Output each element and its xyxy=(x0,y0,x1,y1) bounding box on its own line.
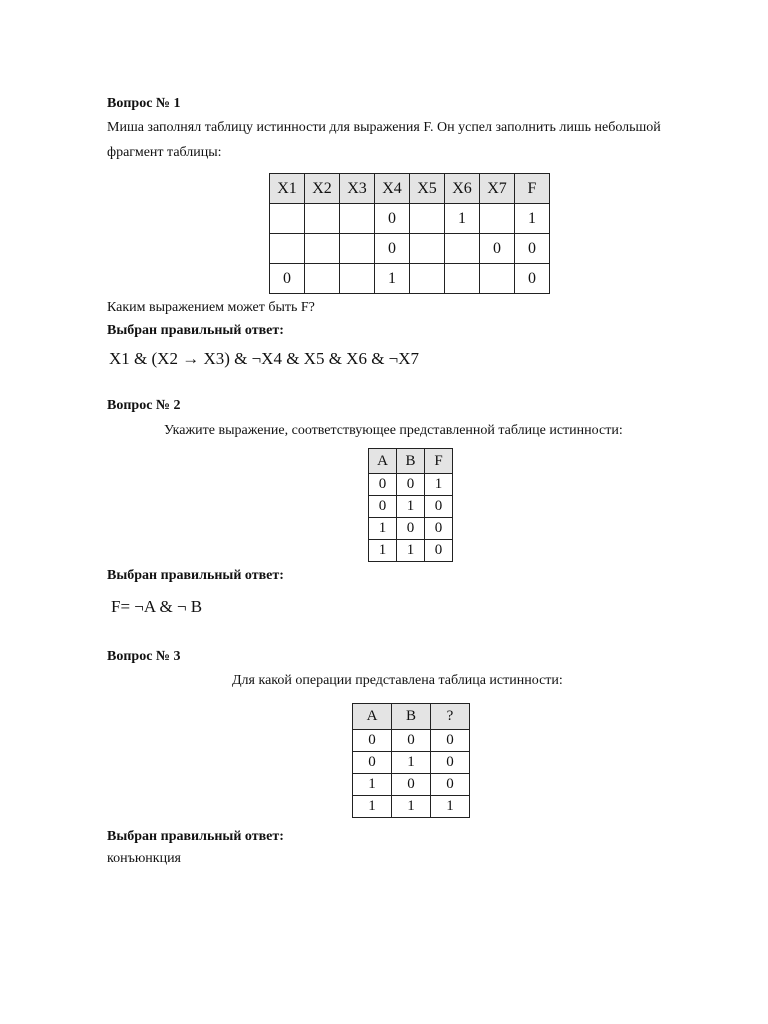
table-cell: 0 xyxy=(425,496,453,518)
table-header-cell: X7 xyxy=(480,174,515,204)
q1-text-line1: Миша заполнял таблицу истинности для выражения F. Он успел заполнить лишь небольшой xyxy=(107,120,661,135)
table-cell: 0 xyxy=(425,540,453,562)
table-cell xyxy=(305,234,340,264)
q3-text: Для какой операции представлена таблица истинности: xyxy=(232,673,563,688)
table-cell: 1 xyxy=(425,474,453,496)
table-cell xyxy=(410,204,445,234)
table-header-cell: X3 xyxy=(340,174,375,204)
table-cell: 0 xyxy=(515,234,550,264)
table-cell: 1 xyxy=(392,796,431,818)
q1-answer: X1 & (X2 → X3) & ¬X4 & X5 & X6 & ¬X7 xyxy=(109,349,420,368)
table-cell: 0 xyxy=(397,518,425,540)
table-cell: 1 xyxy=(445,204,480,234)
table-cell: 0 xyxy=(353,730,392,752)
q2-truth-table xyxy=(368,448,453,562)
table-cell: 0 xyxy=(397,474,425,496)
table-cell xyxy=(340,204,375,234)
table-header-cell: X2 xyxy=(305,174,340,204)
table-cell: 1 xyxy=(353,796,392,818)
table-header-cell: X4 xyxy=(375,174,410,204)
table-row xyxy=(270,204,550,234)
table-header-cell: F xyxy=(425,449,453,474)
table-cell: 1 xyxy=(515,204,550,234)
table-row xyxy=(369,518,453,540)
table-cell: 1 xyxy=(369,540,397,562)
q2-answer-label: Выбран правильный ответ: xyxy=(107,568,284,583)
table-row xyxy=(353,730,470,752)
table-cell xyxy=(480,204,515,234)
table-row xyxy=(369,540,453,562)
table-cell xyxy=(445,264,480,294)
q3-answer-label: Выбран правильный ответ: xyxy=(107,829,284,844)
table-header-cell: A xyxy=(353,704,392,730)
table-row xyxy=(369,474,453,496)
table-cell: 1 xyxy=(375,264,410,294)
table-cell: 0 xyxy=(431,774,470,796)
table-row xyxy=(353,752,470,774)
q1-answer-label: Выбран правильный ответ: xyxy=(107,323,284,338)
table-cell: 0 xyxy=(515,264,550,294)
table-row xyxy=(270,264,550,294)
table-cell: 0 xyxy=(392,730,431,752)
table-cell: 0 xyxy=(369,474,397,496)
table-row xyxy=(353,774,470,796)
table-cell xyxy=(340,264,375,294)
table-cell xyxy=(410,264,445,294)
table-cell: 0 xyxy=(392,774,431,796)
table-cell: 0 xyxy=(431,752,470,774)
q2-text: Укажите выражение, соответствующее представленной таблице истинности: xyxy=(164,423,623,438)
table-header-cell: B xyxy=(397,449,425,474)
q3-answer: конъюнкция xyxy=(107,851,181,866)
table-cell xyxy=(305,204,340,234)
table-cell: 1 xyxy=(392,752,431,774)
table-header-cell: A xyxy=(369,449,397,474)
q3-truth-table xyxy=(352,703,470,818)
table-row xyxy=(353,796,470,818)
table-header-cell: F xyxy=(515,174,550,204)
table-cell: 0 xyxy=(431,730,470,752)
table-cell: 0 xyxy=(375,234,410,264)
table-cell: 1 xyxy=(431,796,470,818)
table-header-cell: B xyxy=(392,704,431,730)
table-cell xyxy=(270,234,305,264)
q1-text-line2: фрагмент таблицы: xyxy=(107,145,222,160)
table-cell: 1 xyxy=(397,540,425,562)
table-header-cell: X5 xyxy=(410,174,445,204)
q3-heading: Вопрос № 3 xyxy=(107,649,181,664)
table-row xyxy=(270,234,550,264)
table-cell xyxy=(270,204,305,234)
table-cell: 0 xyxy=(480,234,515,264)
table-cell: 0 xyxy=(369,496,397,518)
q2-answer: F= ¬A & ¬ B xyxy=(111,597,203,616)
table-cell xyxy=(410,234,445,264)
table-cell xyxy=(480,264,515,294)
q1-heading: Вопрос № 1 xyxy=(107,96,181,111)
q1-question: Каким выражением может быть F? xyxy=(107,300,315,315)
table-cell: 0 xyxy=(353,752,392,774)
table-row xyxy=(369,496,453,518)
table-header-cell: X1 xyxy=(270,174,305,204)
table-cell xyxy=(340,234,375,264)
table-cell: 0 xyxy=(425,518,453,540)
table-cell xyxy=(445,234,480,264)
q1-truth-table xyxy=(269,173,550,294)
table-cell: 0 xyxy=(375,204,410,234)
table-cell: 1 xyxy=(353,774,392,796)
q2-heading: Вопрос № 2 xyxy=(107,398,181,413)
table-cell: 1 xyxy=(369,518,397,540)
table-header-cell: ? xyxy=(431,704,470,730)
table-cell xyxy=(305,264,340,294)
table-cell: 0 xyxy=(270,264,305,294)
table-header-cell: X6 xyxy=(445,174,480,204)
table-cell: 1 xyxy=(397,496,425,518)
